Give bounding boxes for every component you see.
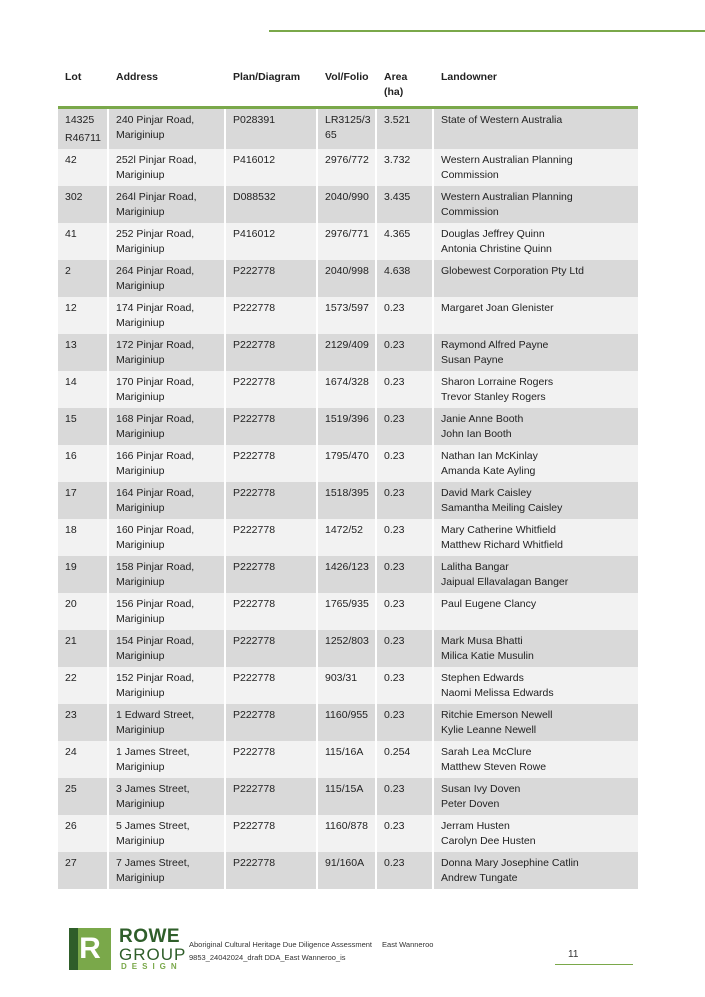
- cell-area: 0.23: [377, 815, 434, 852]
- cell-area: 0.23: [377, 482, 434, 519]
- cell-landowner: [434, 630, 638, 667]
- table-row: [58, 556, 638, 593]
- landowner-name: Nathan Ian McKinlay: [441, 450, 538, 462]
- cell-plan: P222778: [226, 704, 318, 741]
- landowner-name: Donna Mary Josephine Catlin: [441, 857, 579, 869]
- table-row: [58, 482, 638, 519]
- cell-volfolio: 903/31: [318, 667, 377, 704]
- cell-landowner: [434, 260, 638, 297]
- lot-number: 24: [65, 746, 77, 758]
- cell-volfolio: LR3125/3 65: [318, 109, 377, 149]
- cell-volfolio: 1472/52: [318, 519, 377, 556]
- lot-number: 19: [65, 561, 77, 573]
- cell-lot: [58, 815, 109, 852]
- cell-plan: P416012: [226, 149, 318, 186]
- cell-address: 166 Pinjar Road, Mariginiup: [109, 445, 226, 482]
- cell-landowner: [434, 297, 638, 334]
- landowner-name: Douglas Jeffrey Quinn: [441, 228, 545, 240]
- table-row: [58, 593, 638, 630]
- table-body: [58, 109, 638, 889]
- landowner-name: Kylie Leanne Newell: [441, 724, 537, 736]
- cell-volfolio: 1160/955: [318, 704, 377, 741]
- cell-address: 264l Pinjar Road, Mariginiup: [109, 186, 226, 223]
- cell-lot: [58, 445, 109, 482]
- cell-plan: P222778: [226, 667, 318, 704]
- table-row: [58, 334, 638, 371]
- cell-area: 3.435: [377, 186, 434, 223]
- cell-volfolio: 2129/409: [318, 334, 377, 371]
- cell-volfolio: 2040/990: [318, 186, 377, 223]
- landowner-name: Matthew Richard Whitfield: [441, 539, 563, 551]
- table-row: [58, 109, 638, 149]
- cell-volfolio: 1518/395: [318, 482, 377, 519]
- landowner-name: Amanda Kate Ayling: [441, 465, 536, 477]
- cell-plan: P222778: [226, 630, 318, 667]
- landowner-name: Lalitha Bangar: [441, 561, 509, 573]
- landowner-name: Mary Catherine Whitfield: [441, 524, 556, 536]
- cell-landowner: [434, 223, 638, 260]
- logo-word-design: DESIGN: [121, 962, 182, 971]
- lot-number: 27: [65, 857, 77, 869]
- landowner-name: Milica Katie Musulin: [441, 650, 534, 662]
- cell-lot: [58, 297, 109, 334]
- cell-address: 174 Pinjar Road, Mariginiup: [109, 297, 226, 334]
- landowner-name: Susan Ivy Doven: [441, 783, 521, 795]
- cell-plan: P222778: [226, 815, 318, 852]
- cell-lot: [58, 482, 109, 519]
- cell-volfolio: 1160/878: [318, 815, 377, 852]
- landowner-name: Antonia Christine Quinn: [441, 243, 552, 255]
- header-volfolio: Vol/Folio: [318, 66, 377, 109]
- table-row: [58, 741, 638, 778]
- cell-plan: P222778: [226, 445, 318, 482]
- landowner-name: Raymond Alfred Payne: [441, 339, 549, 351]
- cell-area: 0.23: [377, 852, 434, 889]
- lot-number: 41: [65, 228, 77, 240]
- landowner-name: Susan Payne: [441, 354, 504, 366]
- table-row: [58, 704, 638, 741]
- lot-number: 16: [65, 450, 77, 462]
- lot-number: 25: [65, 783, 77, 795]
- cell-area: 0.23: [377, 334, 434, 371]
- cell-plan: D088532: [226, 186, 318, 223]
- cell-lot: [58, 556, 109, 593]
- lot-number: 2: [65, 265, 71, 277]
- cell-address: 3 James Street, Mariginiup: [109, 778, 226, 815]
- cell-area: 0.23: [377, 667, 434, 704]
- table-row: [58, 630, 638, 667]
- cell-landowner: [434, 186, 638, 223]
- cell-plan: P222778: [226, 482, 318, 519]
- cell-plan: P222778: [226, 556, 318, 593]
- cell-area: 0.23: [377, 371, 434, 408]
- cell-address: 158 Pinjar Road, Mariginiup: [109, 556, 226, 593]
- landowner-name: Sharon Lorraine Rogers: [441, 376, 554, 388]
- cell-lot: [58, 408, 109, 445]
- cell-landowner: [434, 445, 638, 482]
- cell-address: 164 Pinjar Road, Mariginiup: [109, 482, 226, 519]
- cell-landowner: [434, 408, 638, 445]
- cell-lot: [58, 109, 109, 149]
- cell-lot: [58, 741, 109, 778]
- cell-lot: [58, 778, 109, 815]
- cell-address: 252 Pinjar Road, Mariginiup: [109, 223, 226, 260]
- cell-lot: [58, 186, 109, 223]
- landowner-name: Western Australian Planning Commission: [441, 154, 573, 181]
- landowner-name: Stephen Edwards: [441, 672, 524, 684]
- cell-volfolio: 1674/328: [318, 371, 377, 408]
- table-row: [58, 408, 638, 445]
- header-rule: [269, 30, 705, 32]
- cell-volfolio: 1765/935: [318, 593, 377, 630]
- cell-plan: P222778: [226, 778, 318, 815]
- table-row: [58, 297, 638, 334]
- cell-landowner: [434, 741, 638, 778]
- cell-landowner: [434, 149, 638, 186]
- cell-volfolio: 1573/597: [318, 297, 377, 334]
- cell-address: 7 James Street, Mariginiup: [109, 852, 226, 889]
- lot-number: 42: [65, 154, 77, 166]
- cell-plan: P222778: [226, 519, 318, 556]
- lot-number: 22: [65, 672, 77, 684]
- table-row: [58, 815, 638, 852]
- lot-number: 20: [65, 598, 77, 610]
- landowner-name: Trevor Stanley Rogers: [441, 391, 546, 403]
- landowner-name: Jaipual Ellavalagan Banger: [441, 576, 569, 588]
- landowner-name: Jerram Husten: [441, 820, 510, 832]
- cell-volfolio: 2040/998: [318, 260, 377, 297]
- cell-address: 240 Pinjar Road, Mariginiup: [109, 109, 226, 149]
- cell-address: 156 Pinjar Road, Mariginiup: [109, 593, 226, 630]
- cell-plan: P222778: [226, 334, 318, 371]
- landowner-name: Matthew Steven Rowe: [441, 761, 547, 773]
- landowner-name: David Mark Caisley: [441, 487, 532, 499]
- cell-address: 152 Pinjar Road, Mariginiup: [109, 667, 226, 704]
- logo-word-rowe: ROWE: [119, 926, 181, 947]
- cell-lot: [58, 667, 109, 704]
- cell-landowner: [434, 482, 638, 519]
- lot-number: 21: [65, 635, 77, 647]
- table-row: [58, 778, 638, 815]
- cell-landowner: [434, 704, 638, 741]
- landowner-name: Globewest Corporation Pty Ltd: [441, 265, 584, 277]
- landowner-name: Janie Anne Booth: [441, 413, 524, 425]
- cell-landowner: [434, 519, 638, 556]
- cell-landowner: [434, 556, 638, 593]
- cell-volfolio: 115/16A: [318, 741, 377, 778]
- landowner-name: Samantha Meiling Caisley: [441, 502, 563, 514]
- cell-plan: P222778: [226, 297, 318, 334]
- landowner-name: Carolyn Dee Husten: [441, 835, 536, 847]
- lot-number: 14: [65, 376, 77, 388]
- cell-area: 0.23: [377, 297, 434, 334]
- cell-area: 4.638: [377, 260, 434, 297]
- cell-landowner: [434, 852, 638, 889]
- lot-number: 26: [65, 820, 77, 832]
- footer-project: East Wanneroo: [382, 940, 434, 949]
- table-row: [58, 260, 638, 297]
- lot-number: R46711: [65, 132, 102, 144]
- cell-lot: [58, 371, 109, 408]
- landowner-name: Sarah Lea McClure: [441, 746, 532, 758]
- header-lot: Lot: [58, 66, 109, 109]
- cell-lot: [58, 334, 109, 371]
- cell-lot: [58, 260, 109, 297]
- table-row: [58, 371, 638, 408]
- landowner-table: [58, 66, 638, 889]
- cell-volfolio: 1252/803: [318, 630, 377, 667]
- landowner-name: Western Australian Planning Commission: [441, 191, 573, 218]
- cell-address: 1 James Street, Mariginiup: [109, 741, 226, 778]
- landowner-name: Ritchie Emerson Newell: [441, 709, 553, 721]
- cell-address: 160 Pinjar Road, Mariginiup: [109, 519, 226, 556]
- landowner-name: Paul Eugene Clancy: [441, 598, 537, 610]
- cell-area: 0.23: [377, 778, 434, 815]
- cell-volfolio: 91/160A: [318, 852, 377, 889]
- cell-landowner: [434, 667, 638, 704]
- lot-number: 12: [65, 302, 77, 314]
- landowner-name: Andrew Tungate: [441, 872, 518, 884]
- cell-address: 264 Pinjar Road, Mariginiup: [109, 260, 226, 297]
- landowner-name: Margaret Joan Glenister: [441, 302, 554, 314]
- cell-area: 0.23: [377, 593, 434, 630]
- cell-plan: P222778: [226, 593, 318, 630]
- cell-area: 0.23: [377, 556, 434, 593]
- cell-area: 0.23: [377, 519, 434, 556]
- footer-document-title: Aboriginal Cultural Heritage Due Diligence Assessment: [189, 940, 373, 949]
- cell-plan: P222778: [226, 741, 318, 778]
- cell-address: 252l Pinjar Road, Mariginiup: [109, 149, 226, 186]
- page-number: 11: [568, 949, 579, 960]
- cell-volfolio: 2976/772: [318, 149, 377, 186]
- table-row: [58, 445, 638, 482]
- cell-area: 0.23: [377, 704, 434, 741]
- cell-volfolio: 115/15A: [318, 778, 377, 815]
- page-number-rule: [555, 964, 633, 965]
- cell-landowner: [434, 593, 638, 630]
- cell-plan: P222778: [226, 408, 318, 445]
- cell-plan: P028391: [226, 109, 318, 149]
- table-row: [58, 519, 638, 556]
- header-address: Address: [109, 66, 226, 109]
- header-plan: Plan/Diagram: [226, 66, 318, 109]
- landowner-name: Peter Doven: [441, 798, 500, 810]
- lot-number: 17: [65, 487, 77, 499]
- cell-lot: [58, 704, 109, 741]
- cell-landowner: [434, 371, 638, 408]
- cell-landowner: [434, 778, 638, 815]
- cell-lot: [58, 852, 109, 889]
- cell-volfolio: 2976/771: [318, 223, 377, 260]
- cell-address: 170 Pinjar Road, Mariginiup: [109, 371, 226, 408]
- cell-volfolio: 1519/396: [318, 408, 377, 445]
- cell-landowner: [434, 334, 638, 371]
- cell-lot: [58, 223, 109, 260]
- cell-address: 1 Edward Street, Mariginiup: [109, 704, 226, 741]
- lot-number: 14325: [65, 114, 95, 126]
- table-row: [58, 186, 638, 223]
- cell-lot: [58, 519, 109, 556]
- table-row: [58, 223, 638, 260]
- lot-number: 302: [65, 191, 83, 203]
- table-header-row: [58, 66, 638, 109]
- cell-volfolio: 1795/470: [318, 445, 377, 482]
- cell-address: 5 James Street, Mariginiup: [109, 815, 226, 852]
- cell-lot: [58, 149, 109, 186]
- cell-plan: P416012: [226, 223, 318, 260]
- cell-area: 0.23: [377, 445, 434, 482]
- lot-number: 23: [65, 709, 77, 721]
- cell-plan: P222778: [226, 852, 318, 889]
- landowner-name: Mark Musa Bhatti: [441, 635, 523, 647]
- logo-letter: R: [79, 932, 101, 965]
- cell-plan: P222778: [226, 371, 318, 408]
- table-row: [58, 667, 638, 704]
- cell-area: 3.521: [377, 109, 434, 149]
- cell-address: 154 Pinjar Road, Mariginiup: [109, 630, 226, 667]
- cell-landowner: [434, 109, 638, 149]
- cell-area: 0.254: [377, 741, 434, 778]
- lot-number: 15: [65, 413, 77, 425]
- landowner-name: State of Western Australia: [441, 114, 563, 126]
- cell-lot: [58, 630, 109, 667]
- cell-lot: [58, 593, 109, 630]
- cell-area: 4.365: [377, 223, 434, 260]
- lot-number: 13: [65, 339, 77, 351]
- cell-address: 168 Pinjar Road, Mariginiup: [109, 408, 226, 445]
- footer-file-ref: 9853_24042024_draft DDA_East Wanneroo_is: [189, 953, 346, 962]
- landowner-name: John Ian Booth: [441, 428, 512, 440]
- cell-area: 0.23: [377, 408, 434, 445]
- cell-area: 3.732: [377, 149, 434, 186]
- header-area: Area (ha): [377, 66, 434, 109]
- footer-text: [189, 938, 433, 964]
- cell-volfolio: 1426/123: [318, 556, 377, 593]
- cell-area: 0.23: [377, 630, 434, 667]
- table-row: [58, 852, 638, 889]
- lot-number: 18: [65, 524, 77, 536]
- cell-address: 172 Pinjar Road, Mariginiup: [109, 334, 226, 371]
- cell-landowner: [434, 815, 638, 852]
- cell-plan: P222778: [226, 260, 318, 297]
- table-row: [58, 149, 638, 186]
- logo-word-group: GROUP: [119, 945, 187, 964]
- header-landowner: Landowner: [434, 66, 638, 109]
- landowner-name: Naomi Melissa Edwards: [441, 687, 554, 699]
